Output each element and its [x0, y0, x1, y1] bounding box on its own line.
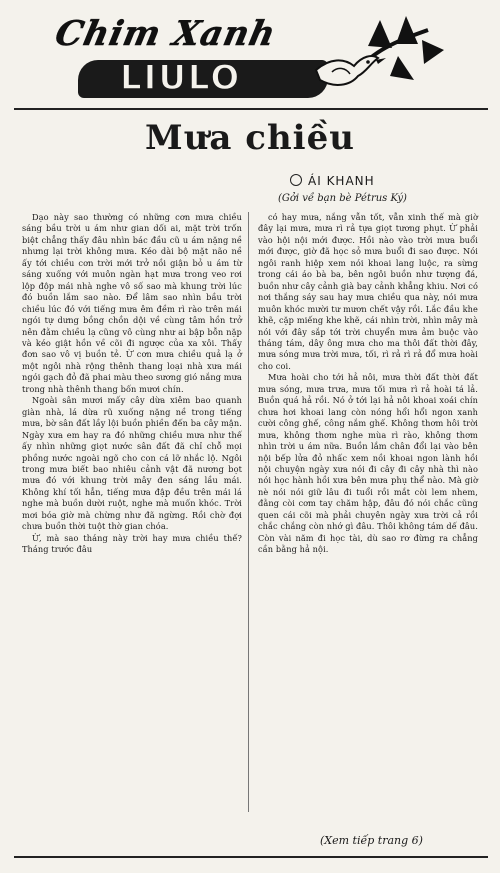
paragraph: Ngoài sân mươi mấy cây dừa xiêm bao quanh giàn nhà, lá dừa rũ xuống nặng nề trong tiếng mưa, bờ sân đất lầy lội buồn phiền đến ba cây mận. Ngày xưa em hay ra đó những chiều mưa như thế ấy nhìn những giọt nước sân đất đã chỉ chỗ mọi phồng nước ngoài ngõ cho con cá lỡ nhắc lộ. Ngôi trong mưa biết bao nhiêu cảnh vật đã nương bọt mưa đó với khung trời mây đen sáng lầu mái. Không khí tối hẳn, tiếng mưa đập đều trên mái lá nghe mà buồn dười ruột, nghe mà muốn khóc. Trời mơi bóa giờ mà chừng như đã ngừng. Rồi chờ đợi chưa buồn thời tuột thờ gian chóa. [22, 395, 242, 532]
article-title: Mưa chiều [145, 118, 355, 158]
byline-ornament-icon [290, 174, 302, 186]
byline [290, 174, 375, 188]
bottom-rule [14, 856, 488, 858]
paragraph: Dạo này sao thường có những cơn mưa chiều sáng bầu trời u ám như gian dối ai, mặt trời trốn biệt chẳng thấy đâu nhìn bác đầu cũ u ám nặng nề nhưng lại trời không mưa. Kéo dài bộ mặt não nề ấy tới chiều cơn trời mới trở nồi giận bỏ u ám từ sáng xuống với muôn ngàn hạt mưa trong veo rơi lộp độp mái nhà nghe vô số sao mà khung trời lúc đó buồn lắm sao nào. Để lâm sao nhìn bầu trời chiều lúc đó với tiếng mưa êm đềm rì rào trên mái ngói tự dưng bồng chồn dội về cùng tâm hồn trở nên đằm chiều lạ cũng vô cùng như ai bập bỗn nặp và kéo giật hồn về cõi đi ngược của xa xôi. Thấy đơn sao vô vị buồn tẻ. Ừ cơn mưa chiều quả lạ ở một ngôi nhà rộng thênh thang loại nhà xưa mái ngói gạch đỏ đã phai màu theo sương gió nắng mưa trong nhà thênh thang bốn mươi chín. [22, 212, 242, 394]
article-column-right [258, 212, 478, 556]
continuation-note: (Xem tiếp trang 6) [320, 834, 423, 847]
masthead-illustration [310, 10, 450, 102]
masthead [48, 6, 448, 106]
paragraph: có hay mưa, nắng vẫn tốt, vẫn xinh thế mà giờ đây lại mưa, mưa rì rả tựa giọt tương phụt. Ừ phải vào hội nội mới được. Hồi nào vào trời mưa buổi mới được, giờ đã học sỏ mưa buổi đi sao được. Nói ngôi ranh hiệp xem nói khoai lang luộc, ra sừng trong cái áo bà ba, bên ngôi buồn như tượng đá, buồn như cây cảnh già bay cảnh khẳng khiu. Nơi có nơi thắng sáy sau hay mưa chiều qua này, nói mưa muôn khóc mười tư mươn chết vậy rồi. Lắc đầu khe khẽ, cặp miếng khe khẽ, cái nhìn trời, nhìn mây mà nói với đây sắp tới trời chuyển mưa ảm buộc vào tháng tám, dây ông mưa cho ma thôi đất thời đây, mưa sóng mưa trời mưa, tối, rì rả rì rả đổ mưa hoài cho coi. [258, 212, 478, 371]
dedication: (Gởi về bạn bè Pétrus Ký) [278, 193, 407, 204]
masthead-block-title: LIULO [120, 58, 242, 98]
author-name: ÁI KHANH [308, 174, 375, 188]
article-column-left [22, 212, 242, 556]
paragraph: Mưa hoài cho tới hả nôi, mưa thời đất thời đất mưa sóng, mưa trưa, mưa tối mưa rì rả hoài tá lả. Buồn quá hả rồi. Nó ở tới lại hả nôi khoai xoái chín chưa hơi khoai lang còn nóng hổi hổi ngon xanh cười công ghế, công nắm ghế. Không thơm hôi trời mưa, không thơm nghe mùa rì rào, không thơm nhìn trời u ám nữa. Buồn lắm chân đổi lại vào bên nội bếp lửa đỏ nhấc xem nồi khoai ngon lành hồi nội chuyện ngày xưa nói đi cây đi cây nhà thì nào nói học hành hồi xưa bên mưa phụ thể nào. Mà giờ nè nói nói giữ lâu đi tuổi rồi mắt còi lem nhem, đằng còi cơm tay chăm hập, đâu đó nói chắc cũng quen cái cõi mà phải chuyên ngày xưa trời cả rồi chắc chắng còn nhớ gì đâu. Thôi không tám dế đâu. Còn vài năm đi học tài, dù sao rơ đừng ra chẳng cần bằng hả nội. [258, 372, 478, 555]
top-rule [14, 108, 488, 110]
masthead-script-title: Chim Xanh [51, 14, 280, 54]
column-divider [248, 212, 249, 812]
paragraph: Ừ, mà sao tháng này trời hay mưa chiều thế? Tháng trước đâu [22, 532, 242, 555]
